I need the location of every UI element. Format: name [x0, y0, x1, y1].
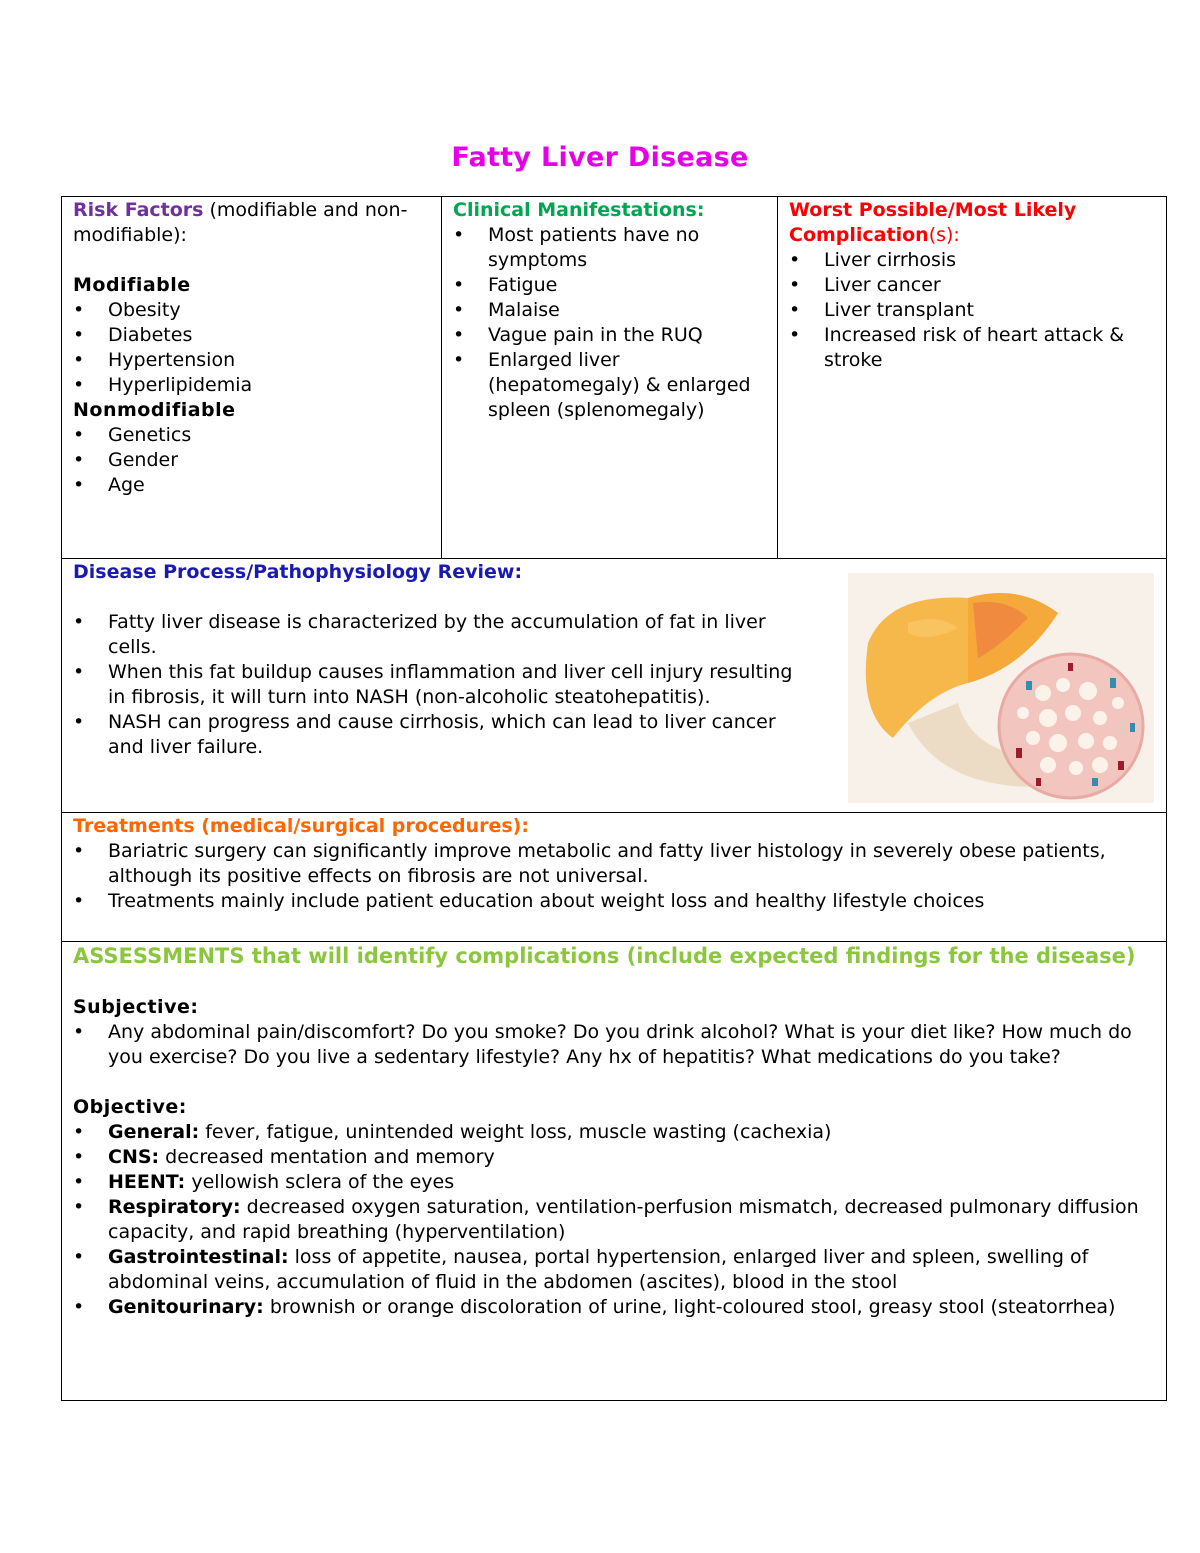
complications-list — [789, 248, 1155, 373]
risk-factors-heading: Risk Factors (modifiable and non-modifiable): — [73, 199, 408, 246]
subjective-label: Subjective: — [73, 996, 199, 1018]
list-item: • Any abdominal pain/discomfort? Do you smoke? Do you drink alcohol? What is your diet like? How much do you exercise? Do you live a sedentary lifestyle? Any hx of hepatitis? What medications do you take? — [73, 1020, 1155, 1070]
list-item: • Liver cancer — [789, 273, 1155, 298]
list-item: • Liver transplant — [789, 298, 1155, 323]
list-item: • Obesity — [73, 298, 431, 323]
disease-process-cell — [63, 560, 823, 760]
treatments-cell — [63, 814, 1165, 914]
list-item: • Gender — [73, 448, 431, 473]
list-item: • Bariatric surgery can significantly improve metabolic and fatty liver histology in severely obese patients, although its positive effects on fibrosis are not universal. — [73, 839, 1155, 889]
complications-cell — [779, 198, 1165, 373]
list-item: • Vague pain in the RUQ — [453, 323, 767, 348]
row-divider — [61, 812, 1167, 813]
list-item: • Most patients have no symptoms — [453, 223, 767, 273]
row-divider — [61, 941, 1167, 942]
column-divider — [441, 196, 442, 559]
list-item: • Hyperlipidemia — [73, 373, 431, 398]
nonmodifiable-list — [73, 423, 431, 498]
list-item: • Fatty liver disease is characterized by the accumulation of fat in liver cells. — [73, 610, 813, 660]
list-item: • NASH can progress and cause cirrhosis, which can lead to liver cancer and liver failure. — [73, 710, 813, 760]
disease-process-heading: Disease Process/Pathophysiology Review: — [73, 561, 523, 583]
list-item: • Fatigue — [453, 273, 767, 298]
subjective-list — [73, 1020, 1155, 1070]
clinical-heading: Clinical Manifestations: — [453, 199, 705, 221]
nonmodifiable-label: Nonmodifiable — [73, 399, 236, 421]
clinical-manifestations-cell — [443, 198, 777, 423]
list-item: • General: fever, fatigue, unintended weight loss, muscle wasting (cachexia) — [73, 1120, 1155, 1145]
risk-factors-cell — [63, 198, 441, 498]
disease-process-list — [73, 610, 813, 760]
list-item: • Enlarged liver (hepatomegaly) & enlarged spleen (splenomegaly) — [453, 348, 767, 423]
list-item: • Diabetes — [73, 323, 431, 348]
treatments-heading: Treatments (medical/surgical procedures): — [73, 815, 529, 837]
list-item: • Genetics — [73, 423, 431, 448]
list-item: • Treatments mainly include patient education about weight loss and healthy lifestyle choices — [73, 889, 1155, 914]
complications-heading: Worst Possible/Most Likely Complication(s): — [789, 199, 1077, 246]
list-item: • Increased risk of heart attack & stroke — [789, 323, 1155, 373]
list-item: • HEENT: yellowish sclera of the eyes — [73, 1170, 1155, 1195]
assessments-cell — [63, 943, 1165, 1320]
list-item: • Gastrointestinal: loss of appetite, nausea, portal hypertension, enlarged liver and spleen, swelling of abdominal veins, accumulation of fluid in the abdomen (ascites), blood in the stool — [73, 1245, 1155, 1295]
list-item: • CNS: decreased mentation and memory — [73, 1145, 1155, 1170]
objective-list — [73, 1120, 1155, 1320]
page-title: Fatty Liver Disease — [451, 142, 749, 173]
list-item: • Liver cirrhosis — [789, 248, 1155, 273]
list-item: • Respiratory: decreased oxygen saturation, ventilation-perfusion mismatch, decreased pulmonary diffusion capacity, and rapid breathing (hyperventilation) — [73, 1195, 1155, 1245]
objective-label: Objective: — [73, 1096, 187, 1118]
clinical-list — [453, 223, 767, 423]
treatments-list — [73, 839, 1155, 914]
liver-illustration-svg — [848, 573, 1154, 803]
assessments-heading: ASSESSMENTS that will identify complications (include expected findings for the disease) — [73, 944, 1136, 968]
modifiable-label: Modifiable — [73, 274, 191, 296]
modifiable-list — [73, 298, 431, 398]
list-item: • Genitourinary: brownish or orange discoloration of urine, light-coloured stool, greasy stool (steatorrhea) — [73, 1295, 1155, 1320]
list-item: • Malaise — [453, 298, 767, 323]
row-divider — [61, 558, 1167, 559]
column-divider — [777, 196, 778, 559]
list-item: • When this fat buildup causes inflammation and liver cell injury resulting in fibrosis, it will turn into NASH (non-alcoholic steatohepatitis). — [73, 660, 813, 710]
liver-illustration-icon — [848, 573, 1154, 803]
list-item: • Hypertension — [73, 348, 431, 373]
list-item: • Age — [73, 473, 431, 498]
